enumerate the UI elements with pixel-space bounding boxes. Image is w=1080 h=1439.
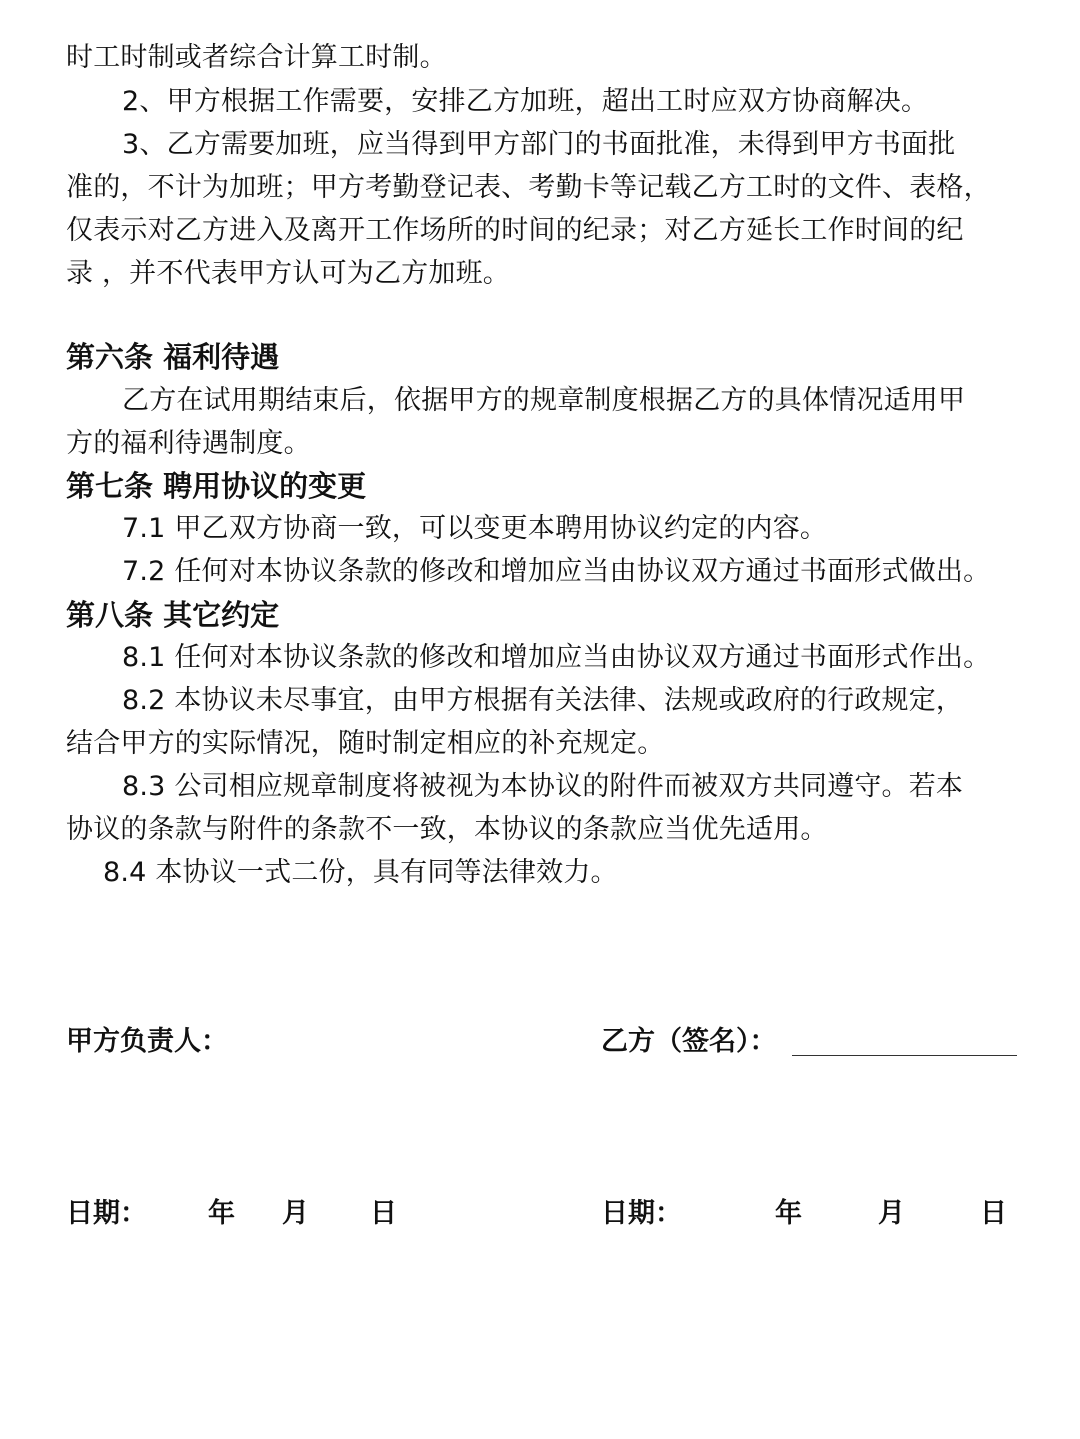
paragraph-line: 时工时制或者综合计算工时制。 (66, 42, 447, 73)
clause-8-3: 8.3 公司相应规章制度将被视为本协议的附件而被双方共同遵守。若本 (122, 771, 964, 802)
party-b-date-month: 月 (878, 1198, 905, 1229)
clause-8-2-continued: 结合甲方的实际情况，随时制定相应的补充规定。 (66, 728, 665, 759)
clause-8-2: 8.2 本协议未尽事宜，由甲方根据有关法律、法规或政府的行政规定， (122, 685, 964, 716)
clause-8-3-continued: 协议的条款与附件的条款不一致，本协议的条款应当优先适用。 (66, 814, 828, 845)
party-a-date-label: 日期： (66, 1198, 147, 1229)
party-b-date-year: 年 (775, 1198, 802, 1229)
clause-8-1: 8.1 任何对本协议条款的修改和增加应当由协议双方通过书面形式作出。 (122, 642, 991, 673)
paragraph-line: 仅表示对乙方进入及离开工作场所的时间的纪录；对乙方延长工作时间的纪 (66, 215, 964, 246)
party-b-date-day: 日 (980, 1198, 1007, 1229)
article-8-heading: 第八条 其它约定 (66, 598, 280, 632)
party-a-date-year: 年 (208, 1198, 235, 1229)
clause-7-2: 7.2 任何对本协议条款的修改和增加应当由协议双方通过书面形式做出。 (122, 556, 991, 587)
party-b-date-label: 日期： (601, 1198, 682, 1229)
article-6-heading: 第六条 福利待遇 (66, 340, 280, 374)
article-7-heading: 第七条 聘用协议的变更 (66, 469, 367, 503)
paragraph-line: 3、乙方需要加班，应当得到甲方部门的书面批准，未得到甲方书面批 (122, 129, 956, 160)
party-b-label: 乙方（签名）： (601, 1026, 777, 1057)
party-b-signature-line (792, 1055, 1017, 1056)
paragraph-line: 2、甲方根据工作需要，安排乙方加班，超出工时应双方协商解决。 (122, 86, 929, 117)
paragraph-line: 乙方在试用期结束后，依据甲方的规章制度根据乙方的具体情况适用甲 (122, 385, 966, 416)
clause-8-4: 8.4 本协议一式二份，具有同等法律效力。 (103, 857, 618, 888)
paragraph-line: 准的，不计为加班；甲方考勤登记表、考勤卡等记载乙方工时的文件、表格， (66, 172, 991, 203)
party-a-date-month: 月 (282, 1198, 309, 1229)
party-a-date-day: 日 (370, 1198, 397, 1229)
clause-7-1: 7.1 甲乙双方协商一致，可以变更本聘用协议约定的内容。 (122, 513, 828, 544)
paragraph-line: 录 ，并不代表甲方认可为乙方加班。 (66, 258, 510, 289)
paragraph-line: 方的福利待遇制度。 (66, 428, 311, 459)
party-a-label: 甲方负责人： (66, 1026, 228, 1057)
